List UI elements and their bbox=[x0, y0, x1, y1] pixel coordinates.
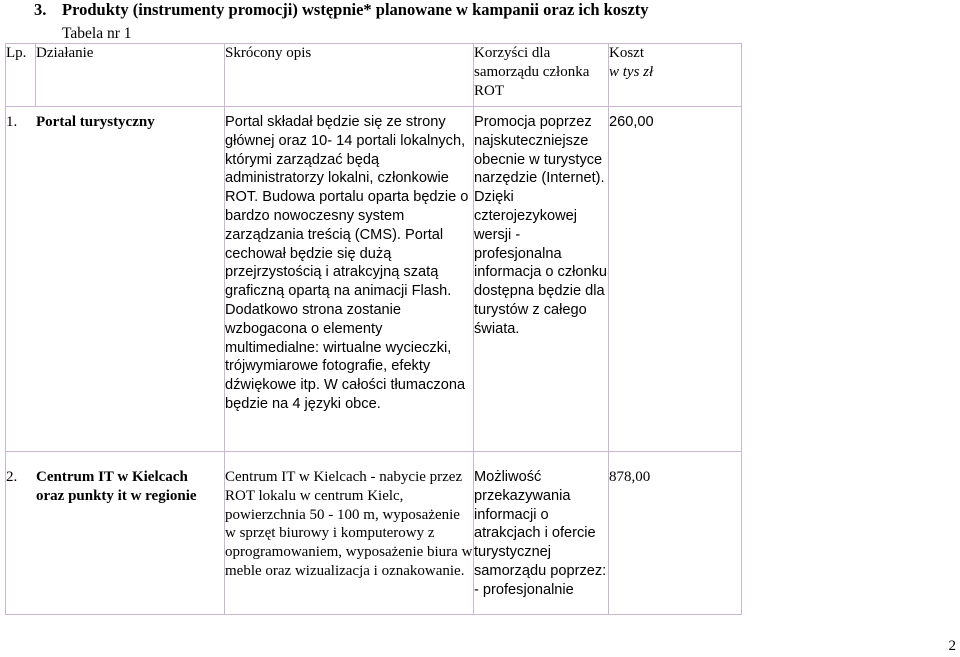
row2-cost: 878,00 bbox=[609, 452, 742, 615]
table-header-row bbox=[6, 44, 742, 107]
header-action: Działanie bbox=[36, 44, 225, 107]
promotion-table bbox=[5, 43, 742, 615]
row1-action: Portal turystyczny bbox=[36, 114, 155, 130]
row1-benefits: Promocja poprzez najskuteczniejsze obecnie w turystyce narzędzie (Internet). Dzięki czterojezykowej wersji - profesjonalna informacja o członku dostępna będzie dla turystów z całego świata. bbox=[474, 107, 609, 452]
page-number: 2 bbox=[948, 638, 956, 654]
row2-benefits: Możliwość przekazywania informacji o atrakcjach i ofercie turystycznej samorządu poprzez: - profesjonalnie bbox=[474, 452, 609, 615]
section-heading bbox=[34, 0, 649, 20]
row2-action: Centrum IT w Kielcach oraz punkty it w regionie bbox=[36, 469, 197, 504]
header-benefits: Korzyści dla samorządu członka ROT bbox=[474, 44, 609, 107]
row1-lp-action bbox=[6, 107, 225, 452]
header-cost bbox=[609, 44, 742, 107]
header-description: Skrócony opis bbox=[225, 44, 474, 107]
row2-lp-action bbox=[6, 452, 225, 615]
table-row bbox=[6, 452, 742, 615]
header-lp: Lp. bbox=[6, 44, 36, 107]
table-row bbox=[6, 107, 742, 452]
row1-cost: 260,00 bbox=[609, 107, 742, 452]
header-cost-label: Koszt bbox=[609, 45, 644, 61]
table-caption: Tabela nr 1 bbox=[62, 25, 132, 42]
row1-description: Portal składał będzie się ze strony głównej oraz 10- 14 portali lokalnych, którymi zarządzać będą administratorzy lokalni, członkowie ROT. Budowa portalu oparta będzie o bardzo nowoczesny system zarządzania treścią (CMS). Portal cechował będzie się dużą przejrzystością i atrakcyjną szatą graficzną opartą na animacji Flash. Dodatkowo strona zostanie wzbogacona o elementy multimedialne: wirtualne wycieczki, trójwymiarowe fotografie, efekty dźwiękowe itp. W całości tłumaczona będzie na 4 języki obce. bbox=[225, 107, 474, 452]
row2-lp: 2. bbox=[6, 469, 18, 485]
section-number: 3. bbox=[34, 0, 47, 19]
section-title: Produkty (instrumenty promocji) wstępnie* planowane w kampanii oraz ich koszty bbox=[62, 0, 649, 19]
header-cost-unit: w tys zł bbox=[609, 63, 654, 80]
row1-lp: 1. bbox=[6, 114, 18, 130]
row2-description: Centrum IT w Kielcach - nabycie przez ROT lokalu w centrum Kielc, powierzchnia 50 - 100 m, wyposażenie w sprzęt biurowy i komputerowy z oprogramowaniem, wyposażenie biura w meble oraz wizualizacja i oznakowanie. bbox=[225, 452, 474, 615]
